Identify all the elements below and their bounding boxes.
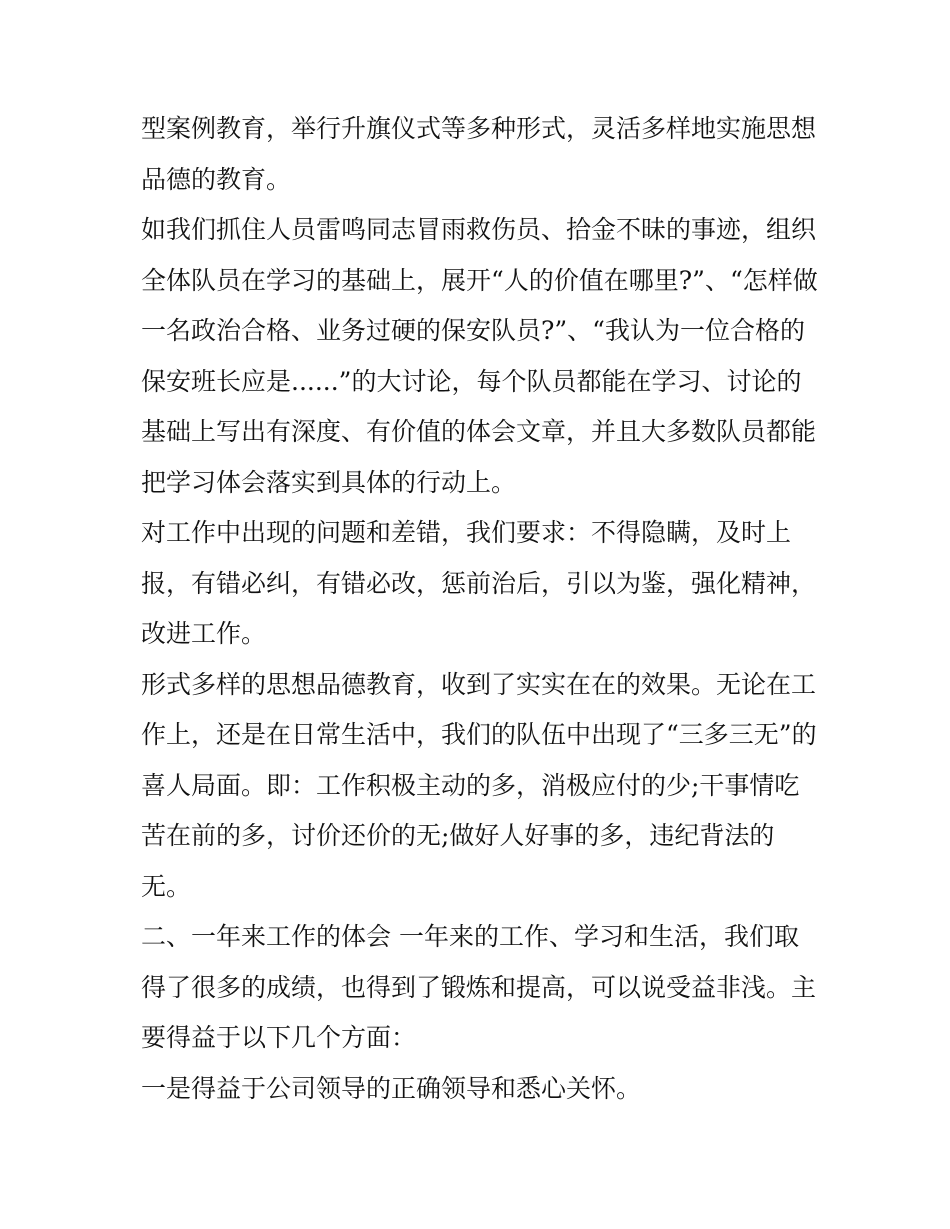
text-line-7: 基础上写出有深度、有价值的体会文章，并且大多数队员都能 xyxy=(141,417,817,446)
text-line-3: 如我们抓住人员雷鸣同志冒雨救伤员、拾金不昧的事迹，组织 xyxy=(141,215,817,244)
text-line-6: 保安班长应是......”的大讨论，每个队员都能在学习、讨论的 xyxy=(141,366,802,396)
text-line-12: 形式多样的思想品德教育，收到了实实在在的效果。无论在工 xyxy=(141,669,817,699)
text-line-18: 得了很多的成绩，也得到了锻炼和提高，可以说受益非浅。主 xyxy=(141,972,817,1002)
text-line-13: 作上，还是在日常生活中，我们的队伍中出现了“三多三无”的 xyxy=(141,720,817,749)
text-line-19: 要得益于以下几个方面： xyxy=(141,1023,417,1052)
text-line-20: 一是得益于公司领导的正确领导和悉心关怀。 xyxy=(141,1073,642,1103)
document-body xyxy=(141,104,821,1114)
text-line-4: 全体队员在学习的基础上，展开“人的价值在哪里?”、“怎样做 xyxy=(141,265,818,295)
text-line-9: 对工作中出现的问题和差错，我们要求：不得隐瞒，及时上 xyxy=(141,518,792,547)
text-line-5: 一名政治合格、业务过硬的保安队员?”、“我认为一位合格的 xyxy=(141,316,805,345)
text-line-10: 报，有错必纠，有错必改，惩前治后，引以为鉴，强化精神， xyxy=(141,568,817,598)
text-line-2: 品德的教育。 xyxy=(141,164,292,194)
text-line-16: 无。 xyxy=(141,871,192,901)
text-line-17: 二、一年来工作的体会 一年来的工作、学习和生活，我们取 xyxy=(141,922,799,951)
text-line-15: 苦在前的多，讨价还价的无;做好人好事的多，违纪背法的 xyxy=(141,821,775,850)
text-line-1: 型案例教育，举行升旗仪式等多种形式，灵活多样地实施思想 xyxy=(141,114,817,143)
text-line-14: 喜人局面。即：工作积极主动的多，消极应付的少;干事情吃 xyxy=(141,770,800,800)
text-line-11: 改进工作。 xyxy=(141,619,267,648)
text-line-8: 把学习体会落实到具体的行动上。 xyxy=(141,467,517,497)
